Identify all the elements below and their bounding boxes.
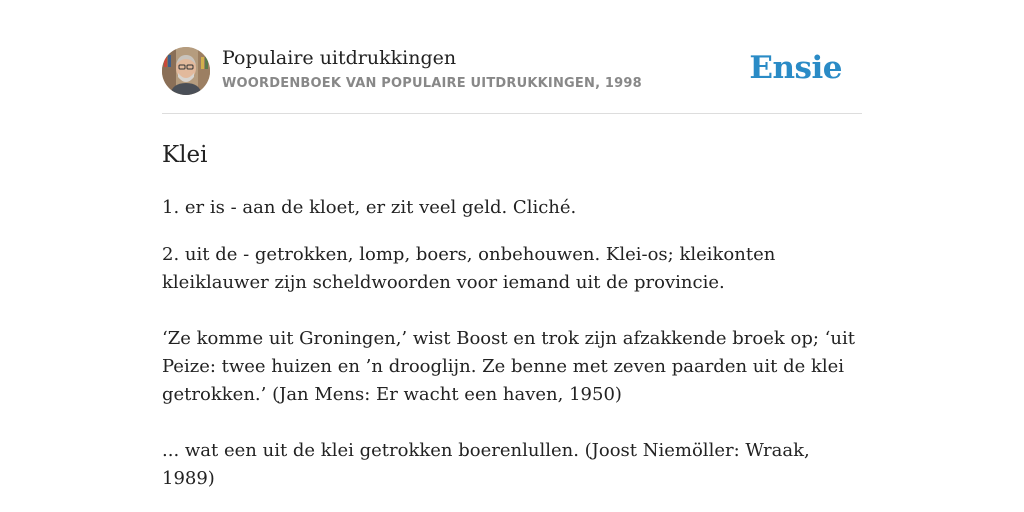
source-info [222,46,642,91]
definition-1: 1. er is - aan de kloet, er zit veel geld. Cliché. [162,197,577,218]
entry-title: Klei [162,142,208,168]
ensie-logo-link[interactable]: Ensie [749,50,842,86]
author-portrait-icon[interactable] [162,47,210,95]
entry-card [162,40,862,493]
source-subtitle: WOORDENBOEK VAN POPULAIRE UITDRUKKINGEN, 1998 [222,76,642,91]
source-title[interactable]: Populaire uitdrukkingen [222,47,457,69]
entry-header [162,40,862,114]
definition-2: 2. uit de - getrokken, lomp, boers, onbehouwen. Klei-os; kleikonten kleiklauwer zijn scheldwoorden voor iemand uit de provincie. ‘Ze komme uit Groningen,’ wist Boost en trok zijn afzakkende broek op; ‘uit Peize: twee huizen en ’n drooglijn. Ze benne met zeven paarden uit de klei getrokken.’ (Jan Mens: Er wacht een haven, 1950) ... wat een uit de klei getrokken boerenlullen. (Joost Niemöller: Wraak, 1989) [162,244,855,489]
